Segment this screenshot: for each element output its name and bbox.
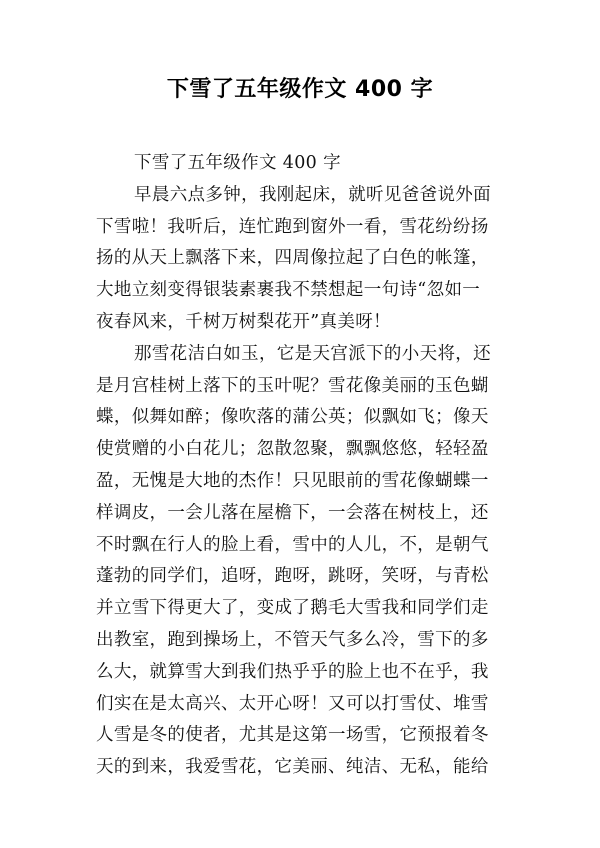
text-line: 蓬勃的同学们，追呀，跑呀，跳呀，笑呀，与青松 — [96, 566, 489, 587]
text-line: 大地立刻变得银装素裹我不禁想起一句诗“忽如一 — [96, 280, 481, 301]
text-line: 扬的从天上飘落下来，四周像拉起了白色的帐篷， — [96, 248, 489, 269]
text-line: 出教室，跑到操场上，不管天气多么冷，雪下的多 — [96, 629, 489, 650]
text-line: 们实在是太高兴、太开心呀！又可以打雪仗、堆雪 — [96, 693, 489, 714]
text-line: 不时飘在行人的脸上看，雪中的人儿，不，是朝气 — [96, 534, 489, 555]
text-line: 盈，无愧是大地的杰作！只见眼前的雪花像蝴蝶一 — [96, 470, 489, 491]
document-title: 下雪了五年级作文 400 字 — [166, 77, 434, 102]
text-line: 并立雪下得更大了，变成了鹅毛大雪我和同学们走 — [96, 598, 489, 619]
text-line: 下雪了五年级作文 400 字 — [134, 153, 341, 173]
text-line: 夜春风来，千树万树梨花开”真美呀！ — [96, 311, 391, 332]
document-body — [96, 148, 520, 784]
text-line: 是月宫桂树上落下的玉叶呢？雪花像美丽的玉色蝴 — [96, 375, 489, 396]
text-line: 那雪花洁白如玉，它是天宫派下的小天将，还 — [134, 343, 491, 364]
text-line: 天的到来，我爱雪花，它美丽、纯洁、无私，能给 — [96, 757, 489, 778]
text-line: 下雪啦！我听后，连忙跑到窗外一看，雪花纷纷扬 — [96, 216, 489, 237]
text-line: 早晨六点多钟，我刚起床，就听见爸爸说外面 — [134, 184, 491, 205]
text-line: 人雪是冬的使者，尤其是这第一场雪，它预报着冬 — [96, 725, 489, 746]
text-line: 么大，就算雪大到我们热乎乎的脸上也不在乎，我 — [96, 661, 489, 682]
text-line: 样调皮，一会儿落在屋檐下，一会落在树枝上，还 — [96, 502, 489, 523]
text-line: 蝶，似舞如醉；像吹落的蒲公英；似飘如飞；像天 — [96, 407, 489, 428]
text-line: 使赏赠的小白花儿；忽散忽聚，飘飘悠悠，轻轻盈 — [96, 439, 489, 460]
